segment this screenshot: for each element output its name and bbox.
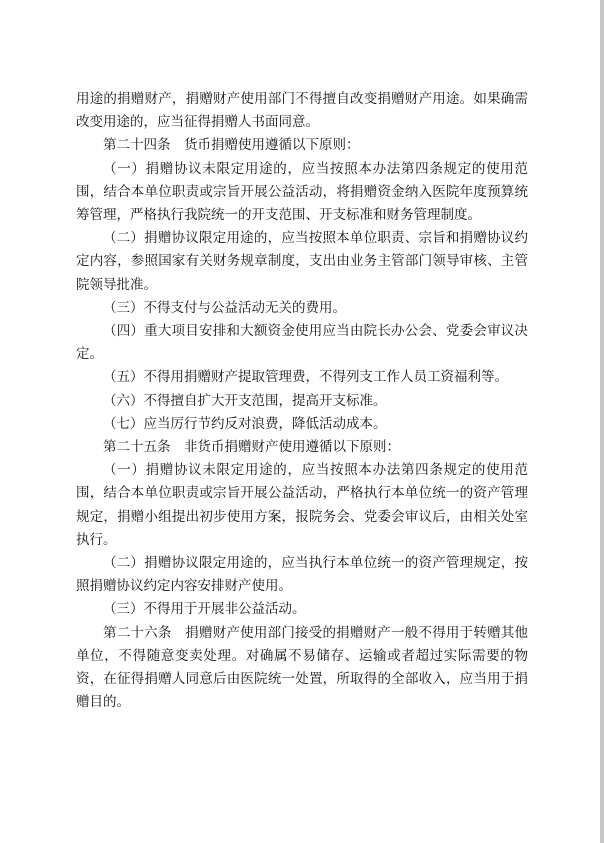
article-24-item-5: （五）不得用捐赠财产提取管理费，不得列支工作人员工资福利等。 — [103, 369, 508, 386]
article-25-item-3: （三）不得用于开展非公益活动。 — [103, 601, 306, 618]
article-25-item-1: （一）捐赠协议未限定用途的，应当按照本办法第四条规定的使用范围，结合本单位职责或宗旨开展公益活动，严格执行本单位统一的资产管理规定，捐赠小组提出初步使用方案，报院务会、党委会审议后，由相关处室执行。 — [76, 462, 528, 548]
document-body — [76, 88, 528, 714]
article-24-item-7: （七）应当厉行节约反对浪费，降低活动成本。 — [103, 415, 387, 432]
article-24-item-3: （三）不得支付与公益活动无关的费用。 — [103, 299, 346, 316]
article-24-item-1: （一）捐赠协议未限定用途的，应当按照本办法第四条规定的使用范围，结合本单位职责或宗旨开展公益活动，将捐赠资金纳入医院年度预算统筹管理，严格执行我院统一的开支范围、开支标准和财务管理制度。 — [76, 160, 528, 224]
article-24-heading: 第二十四条 货币捐赠使用遵循以下原则： — [103, 137, 360, 154]
paragraph-continuation: 用途的捐赠财产，捐赠财产使用部门不得擅自改变捐赠财产用途。如果确需改变用途的，应当征得捐赠人书面同意。 — [76, 91, 528, 131]
article-26-text: 第二十六条 捐赠财产使用部门接受的捐赠财产一般不得用于转赠其他单位，不得随意变卖处理。对确属不易储存、运输或者超过实际需要的物资，在征得捐赠人同意后由医院统一处置，所取得的全部收入，应当用于捐赠目的。 — [76, 624, 528, 711]
article-24-item-6: （六）不得擅自扩大开支范围，提高开支标准。 — [103, 392, 387, 409]
article-25-heading: 第二十五条 非货币捐赠财产使用遵循以下原则： — [103, 439, 400, 456]
article-25-item-2: （二）捐赠协议限定用途的，应当执行本单位统一的资产管理规定，按照捐赠协议约定内容安排财产使用。 — [76, 555, 528, 595]
viewer-right-edge — [600, 0, 604, 843]
article-24-item-4: （四）重大项目安排和大额资金使用应当由院长办公会、党委会审议决定。 — [76, 323, 528, 363]
article-24-item-2: （二）捐赠协议限定用途的，应当按照本单位职责、宗旨和捐赠协议约定内容，参照国家有关财务规章制度，支出由业务主管部门领导审核、主管院领导批准。 — [76, 230, 528, 293]
